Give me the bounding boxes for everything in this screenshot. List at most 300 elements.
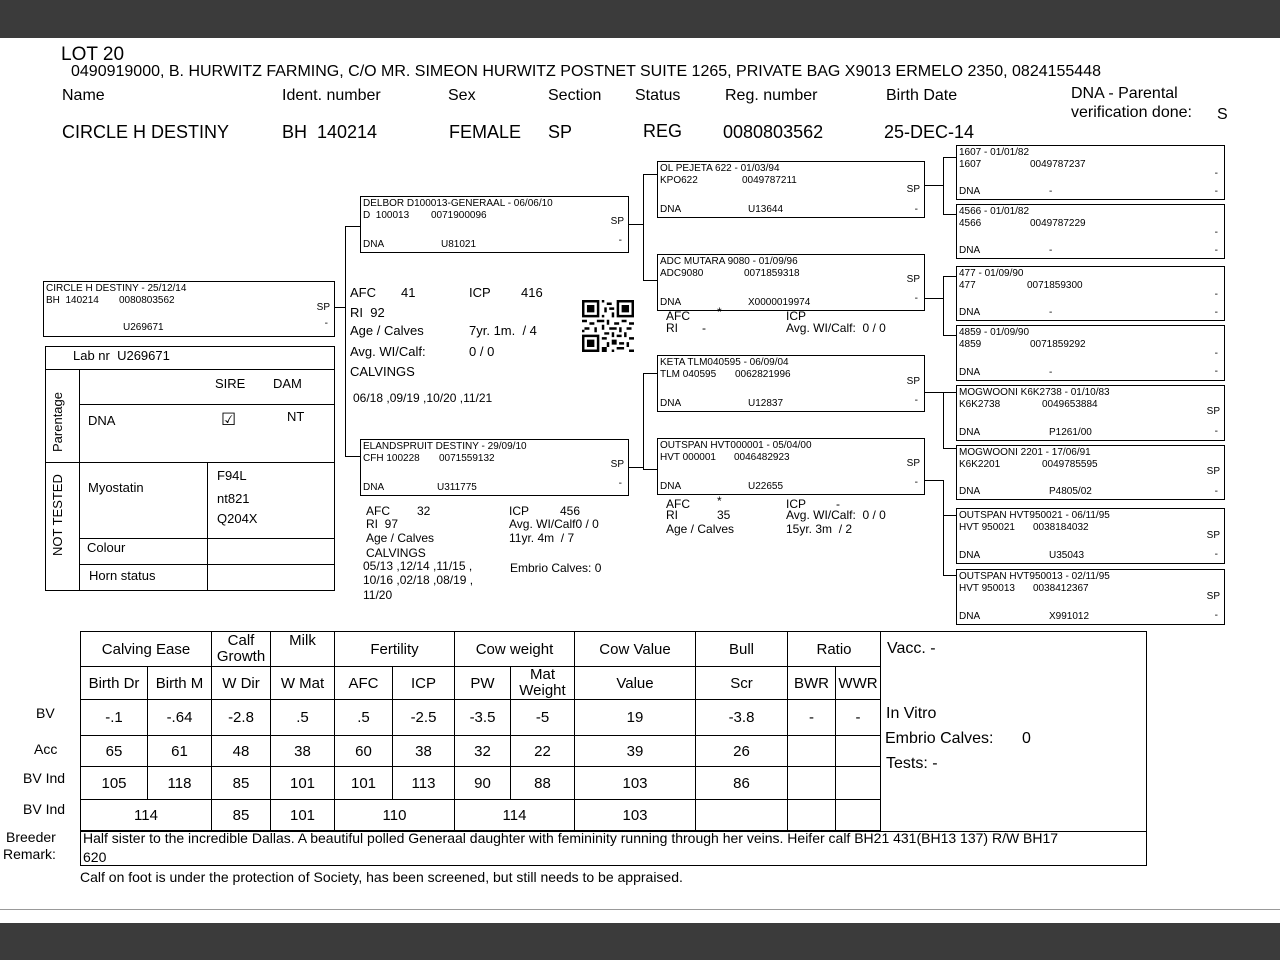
myostatin-label: Myostatin <box>88 480 144 495</box>
ggp-title: 4566 - 01/01/82 <box>959 206 1030 217</box>
ggp-dna: X991012 <box>1049 611 1090 622</box>
great-grandparent-box <box>956 508 1225 564</box>
pedigree-line <box>943 157 956 158</box>
dam-section: SP <box>610 459 624 470</box>
gp-section: SP <box>906 376 920 387</box>
gp-id: ADC9080 <box>660 268 704 279</box>
gp-section: SP <box>906 458 920 469</box>
ggp-dash: - <box>1214 610 1218 621</box>
gp-reg: 0071859318 <box>744 268 800 279</box>
group-header: Fertility <box>335 632 455 667</box>
ggp-dash: - <box>1214 426 1218 437</box>
dam-calvings-label: CALVINGS <box>366 546 426 560</box>
ggp-dash: - <box>1214 245 1218 256</box>
bv-cell: .5 <box>271 700 335 736</box>
animal-section: SP <box>548 122 573 142</box>
gp-reg: 0046482923 <box>734 452 790 463</box>
gp-sire-ri-label: RI <box>666 321 678 335</box>
lab-dna-label: DNA <box>88 413 116 428</box>
sire-box <box>360 196 629 253</box>
gp-title: OL PEJETA 622 - 01/03/94 <box>660 163 780 174</box>
ggp-reg: 0071859292 <box>1030 339 1086 350</box>
great-grandparent-box <box>956 445 1225 500</box>
self-id: BH 140214 <box>46 295 99 306</box>
bvind2-cell: 110 <box>335 800 455 831</box>
ggp-title: 1607 - 01/01/82 <box>959 147 1030 158</box>
gp-dna: U12837 <box>748 398 784 409</box>
acc-cell <box>788 736 836 767</box>
header-sex: Sex <box>448 87 476 104</box>
bvind-cell: 105 <box>81 767 148 800</box>
lab-dam-label: DAM <box>273 376 302 391</box>
group-header: Cow Value <box>575 632 696 667</box>
animal-status: REG <box>643 121 683 141</box>
ggp-dna-label: DNA <box>959 427 981 438</box>
gp-sire-icp-label: ICP <box>786 309 807 323</box>
lab-nt: NT <box>287 409 305 424</box>
bvind-cell <box>836 767 881 800</box>
gp-dam-icp-label: ICP <box>786 497 807 511</box>
group-header: Calf Growth <box>212 632 271 667</box>
ggp-reg: 0049787237 <box>1030 159 1086 170</box>
lab-divider <box>207 463 208 591</box>
ggp-id: K6K2738 <box>959 399 1001 410</box>
lab-divider <box>79 538 335 539</box>
self-dna: U269671 <box>123 322 164 333</box>
animal-name: CIRCLE H DESTINY <box>62 122 230 142</box>
bvind2-cell: 114 <box>81 800 212 831</box>
gp-dam-afc-label: AFC <box>666 497 690 511</box>
bvind2-cell: 103 <box>575 800 696 831</box>
header-ident: Ident. number <box>282 87 381 104</box>
dam-calvings-1: 05/13 ,12/14 ,11/15 , <box>363 559 473 573</box>
ggp-dna: P4805/02 <box>1049 486 1092 497</box>
col-header: ICP <box>393 667 455 700</box>
self-age-label: Age / Calves <box>350 323 424 338</box>
great-grandparent-box <box>956 325 1225 381</box>
self-ri: RI 92 <box>350 305 385 320</box>
dam-afc: 32 <box>417 504 431 518</box>
dam-calvings-3: 11/20 <box>363 588 393 602</box>
gp-sire-wi: Avg. WI/Calf: 0 / 0 <box>786 321 886 335</box>
ggp-dash: - <box>1214 227 1218 238</box>
ggp-dna-label: DNA <box>959 186 981 197</box>
self-section: SP <box>316 302 330 313</box>
ggp-reg: 0038412367 <box>1033 583 1089 594</box>
great-grandparent-box <box>956 145 1225 200</box>
bvind-cell: 113 <box>393 767 455 800</box>
pedigree-line <box>943 335 956 336</box>
ggp-id: 4859 <box>959 339 982 350</box>
footer-note: Calf on foot is under the protection of Society, has been screened, but still needs to be appraised. <box>80 869 683 885</box>
dam-dash: - <box>618 478 622 489</box>
sire-section: SP <box>610 216 624 227</box>
header-section: Section <box>548 87 602 104</box>
pedigree-line <box>925 298 943 299</box>
bvind-cell: 101 <box>335 767 393 800</box>
ggp-section: SP <box>1206 466 1220 477</box>
self-wi-label: Avg. WI/Calf: <box>350 344 426 359</box>
header-status: Status <box>635 87 681 104</box>
bvind-cell: 90 <box>455 767 511 800</box>
ggp-id: 477 <box>959 280 976 291</box>
bvind-cell: 86 <box>696 767 788 800</box>
self-reg: 0080803562 <box>119 295 175 306</box>
group-header: Bull <box>696 632 788 667</box>
ggp-dash: - <box>1214 186 1218 197</box>
gp-dna: U13644 <box>748 204 784 215</box>
ggp-dna: P1261/00 <box>1049 427 1092 438</box>
self-icp: 416 <box>521 285 543 300</box>
animal-sex: FEMALE <box>449 122 522 142</box>
sire-dna: U81021 <box>441 239 477 250</box>
pedigree-line <box>643 373 657 374</box>
ggp-reg: 0071859300 <box>1027 280 1083 291</box>
bv-cell: - <box>836 700 881 736</box>
pedigree-line <box>943 276 944 335</box>
gp-title: OUTSPAN HVT000001 - 05/04/00 <box>660 440 812 451</box>
gp-dam-ri: 35 <box>717 508 731 522</box>
invitro-label: In Vitro <box>886 705 937 722</box>
gp-dam-age: 15yr. 3m / 2 <box>786 522 853 536</box>
pedigree-line <box>943 515 956 516</box>
qr-code <box>582 300 634 352</box>
gp-reg: 0062821996 <box>735 369 791 380</box>
ggp-id: HVT 950013 <box>959 583 1015 594</box>
bv-cell: - <box>788 700 836 736</box>
pedigree-line <box>345 226 360 227</box>
bvind-cell <box>788 767 836 800</box>
pedigree-line <box>943 157 944 214</box>
remark-label: Breeder <box>6 829 56 845</box>
gp-dam-age-label: Age / Calves <box>666 522 735 536</box>
col-header: W Dir <box>212 667 271 700</box>
ggp-dash: - <box>1214 307 1218 318</box>
sire-dash: - <box>618 235 622 246</box>
bvind-cell: 101 <box>271 767 335 800</box>
animal-ident: BH 140214 <box>282 122 378 142</box>
bvind2-cell <box>788 800 836 831</box>
pedigree-line <box>629 467 643 468</box>
ggp-dna-label: DNA <box>959 486 981 497</box>
gp-dash: - <box>914 204 918 215</box>
ggp-reg: 0049653884 <box>1042 399 1098 410</box>
group-header: Cow weight <box>455 632 575 667</box>
bv-cell: 19 <box>575 700 696 736</box>
embrio-label: Embrio Calves: <box>885 730 994 747</box>
header-dna-1: DNA - Parental <box>1071 85 1178 102</box>
row-label-acc: Acc <box>34 741 58 757</box>
col-header: Birth M <box>148 667 212 700</box>
acc-cell: 26 <box>696 736 788 767</box>
col-header: Value <box>575 667 696 700</box>
header-birth: Birth Date <box>886 87 958 104</box>
row-label-bvind: BV Ind <box>23 801 66 817</box>
bv-cell: -2.5 <box>393 700 455 736</box>
vacc-label: Vacc. - <box>887 640 936 657</box>
sire-title: DELBOR D100013-GENERAAL - 06/06/10 <box>363 198 553 209</box>
ggp-reg: 0049787229 <box>1030 218 1086 229</box>
checkbox-icon: ☑ <box>221 410 237 430</box>
ggp-dna: U35043 <box>1049 550 1085 561</box>
gp-dam-afc: * <box>717 494 722 508</box>
dam-id: CFH 100228 <box>363 453 420 464</box>
gp-title: KETA TLM040595 - 06/09/04 <box>660 357 789 368</box>
great-grandparent-box <box>956 385 1225 441</box>
self-wi: 0 / 0 <box>469 344 495 359</box>
gp-id: KPO622 <box>660 175 698 186</box>
ggp-title: 477 - 01/09/90 <box>959 268 1024 279</box>
gp-dna-label: DNA <box>660 398 682 409</box>
grandparent-box <box>657 161 925 218</box>
sire-id: D 100013 <box>363 210 410 221</box>
gp-title: ADC MUTARA 9080 - 01/09/96 <box>660 256 798 267</box>
ggp-dna-label: DNA <box>959 307 981 318</box>
parentage-label: Parentage <box>50 392 65 452</box>
not-tested-label: NOT TESTED <box>50 474 65 556</box>
self-icp-label: ICP <box>469 285 491 300</box>
row-label-bvind: BV Ind <box>23 770 66 786</box>
bv-cell: .5 <box>335 700 393 736</box>
gp-reg: 0049787211 <box>742 175 797 186</box>
bv-cell: -2.8 <box>212 700 271 736</box>
remark-label: Remark: <box>3 846 56 862</box>
lab-divider <box>45 369 335 370</box>
self-pedigree-box <box>43 281 335 337</box>
great-grandparent-box <box>956 204 1225 259</box>
animal-reg: 0080803562 <box>723 122 824 142</box>
ggp-dna: - <box>1049 367 1053 378</box>
gp-dash: - <box>914 293 918 304</box>
self-title: CIRCLE H DESTINY - 25/12/14 <box>46 283 187 294</box>
bvind2-cell <box>836 800 881 831</box>
bvind-cell: 88 <box>511 767 575 800</box>
ggp-dna: - <box>1049 245 1053 256</box>
pedigree-line <box>345 226 346 456</box>
acc-cell: 48 <box>212 736 271 767</box>
pedigree-line <box>629 224 643 225</box>
owner-line: 0490919000, B. HURWITZ FARMING, C/O MR. SIMEON HURWITZ POSTNET SUITE 1265, PRIVATE BAG X9013 ERMELO 2350, 0824155448 <box>71 63 1101 80</box>
ggp-id: K6K2201 <box>959 459 1001 470</box>
lab-divider <box>79 404 335 405</box>
gp-dam-wi: Avg. WI/Calf: 0 / 0 <box>786 508 886 522</box>
bvind-cell: 85 <box>212 767 271 800</box>
gp-section: SP <box>906 274 920 285</box>
pedigree-line <box>943 392 944 448</box>
ggp-id: HVT 950021 <box>959 522 1015 533</box>
ggp-dna-label: DNA <box>959 367 981 378</box>
pedigree-line <box>335 307 345 308</box>
ggp-section: SP <box>1206 530 1220 541</box>
ggp-dash: - <box>1214 348 1218 359</box>
ggp-dash: - <box>1214 549 1218 560</box>
pedigree-line <box>943 214 956 215</box>
ggp-dna: - <box>1049 307 1053 318</box>
bvind2-cell <box>696 800 788 831</box>
dam-embrio: Embrio Calves: 0 <box>510 561 602 575</box>
group-header: Milk <box>271 632 335 667</box>
gp-dna: U22655 <box>748 481 784 492</box>
dam-age-label: Age / Calves <box>366 531 435 545</box>
col-header: Scr <box>696 667 788 700</box>
great-grandparent-box <box>956 569 1225 625</box>
row-label-bv: BV <box>36 705 55 721</box>
bvind2-cell: 85 <box>212 800 271 831</box>
ggp-id: 4566 <box>959 218 982 229</box>
lab-number: Lab nr U269671 <box>73 348 170 363</box>
self-afc-label: AFC <box>350 285 376 300</box>
header-dna-2: verification done: <box>1071 104 1192 121</box>
top-bar <box>0 0 1280 38</box>
bottom-bar <box>0 923 1280 960</box>
col-header: Birth Dr <box>81 667 148 700</box>
pedigree-line <box>925 392 943 393</box>
col-header: Mat Weight <box>511 667 575 700</box>
dam-icp-label: ICP <box>509 504 530 518</box>
myostatin-1: F94L <box>217 468 247 483</box>
pedigree-line <box>643 174 644 280</box>
dam-dna: U311775 <box>437 482 477 493</box>
myostatin-3: Q204X <box>217 511 258 526</box>
gp-dam-icp: - <box>836 497 840 511</box>
bv-cell: -.64 <box>148 700 212 736</box>
gp-id: TLM 040595 <box>660 369 717 380</box>
lab-divider <box>45 462 335 463</box>
acc-cell: 65 <box>81 736 148 767</box>
grandparent-box <box>657 254 925 311</box>
breeding-value-table <box>80 631 881 831</box>
acc-cell: 38 <box>393 736 455 767</box>
bv-cell: -5 <box>511 700 575 736</box>
header-reg: Reg. number <box>725 87 818 104</box>
group-header: Calving Ease <box>81 632 212 667</box>
ggp-reg: 0038184032 <box>1033 522 1089 533</box>
pedigree-line <box>925 480 943 481</box>
gp-sire-afc: * <box>717 305 722 319</box>
gp-dash: - <box>914 477 918 488</box>
sire-reg: 0071900096 <box>431 210 487 221</box>
gp-dam-ri-label: RI <box>666 508 678 522</box>
embrio-value: 0 <box>1022 730 1031 747</box>
tests-label: Tests: - <box>886 755 938 772</box>
dam-afc-label: AFC <box>366 504 390 518</box>
remark-text: Half sister to the incredible Dallas. A beautiful polled Generaal daughter with femininity running through her veins. Heifer calf BH21 431(BH13 137) R/W BH17 <box>83 830 1059 846</box>
ggp-id: 1607 <box>959 159 982 170</box>
col-header: WWR <box>836 667 881 700</box>
gp-dna-label: DNA <box>660 204 682 215</box>
col-header: BWR <box>788 667 836 700</box>
dam-age: 11yr. 4m / 7 <box>509 531 575 545</box>
pedigree-line <box>643 469 657 470</box>
pedigree-line <box>345 456 360 457</box>
myostatin-2: nt821 <box>217 491 250 506</box>
ggp-dash: - <box>1214 366 1218 377</box>
ggp-dna: - <box>1049 186 1053 197</box>
self-dash: - <box>324 318 328 329</box>
gp-sire-ri: - <box>702 321 706 335</box>
lot-number: LOT 20 <box>61 44 125 65</box>
ggp-title: MOGWOONI K6K2738 - 01/10/83 <box>959 387 1110 398</box>
acc-cell: 61 <box>148 736 212 767</box>
dam-wi: Avg. WI/Calf0 / 0 <box>509 517 599 531</box>
ggp-title: MOGWOONI 2201 - 17/06/91 <box>959 447 1091 458</box>
bvind2-cell: 114 <box>455 800 575 831</box>
ggp-title: 4859 - 01/09/90 <box>959 327 1030 338</box>
dam-ri: RI 97 <box>366 517 399 531</box>
dam-reg: 0071559132 <box>439 453 495 464</box>
bvind-cell: 103 <box>575 767 696 800</box>
ggp-section: SP <box>1206 406 1220 417</box>
acc-cell <box>836 736 881 767</box>
gp-id: HVT 000001 <box>660 452 716 463</box>
gp-dna: X0000019974 <box>748 297 811 308</box>
dna-verified: S <box>1217 106 1228 123</box>
col-header: AFC <box>335 667 393 700</box>
bvind-cell: 118 <box>148 767 212 800</box>
dam-calvings-2: 10/16 ,02/18 ,08/19 , <box>363 573 474 587</box>
ggp-title: OUTSPAN HVT950013 - 02/11/95 <box>959 571 1110 582</box>
pedigree-line <box>943 575 956 576</box>
col-header: PW <box>455 667 511 700</box>
pedigree-line <box>643 174 657 175</box>
pedigree-line <box>643 280 657 281</box>
dam-icp: 456 <box>560 504 581 518</box>
col-header: W Mat <box>271 667 335 700</box>
ggp-dna-label: DNA <box>959 245 981 256</box>
horn-label: Horn status <box>89 568 156 583</box>
remark-text: 620 <box>83 849 107 865</box>
pedigree-line <box>943 480 944 575</box>
great-grandparent-box <box>956 266 1225 321</box>
ggp-dash: - <box>1214 289 1218 300</box>
self-afc: 41 <box>401 285 416 300</box>
acc-cell: 38 <box>271 736 335 767</box>
acc-cell: 22 <box>511 736 575 767</box>
ggp-reg: 0049785595 <box>1042 459 1098 470</box>
acc-cell: 39 <box>575 736 696 767</box>
self-age: 7yr. 1m. / 4 <box>469 323 537 338</box>
colour-label: Colour <box>87 540 126 555</box>
dam-box <box>360 439 629 496</box>
pedigree-line <box>943 448 956 449</box>
self-calvings-label: CALVINGS <box>350 364 415 379</box>
header-name: Name <box>62 87 105 104</box>
grandparent-box <box>657 438 925 495</box>
self-calvings-list: 06/18 ,09/19 ,10/20 ,11/21 <box>353 391 493 405</box>
bvind2-cell: 101 <box>271 800 335 831</box>
lab-divider <box>79 369 80 591</box>
pedigree-line <box>643 373 644 469</box>
bv-cell: -3.8 <box>696 700 788 736</box>
lab-divider <box>79 564 335 565</box>
gp-dash: - <box>914 395 918 406</box>
ggp-title: OUTSPAN HVT950021 - 06/11/95 <box>959 510 1110 521</box>
animal-birth: 25-DEC-14 <box>884 122 975 142</box>
dam-title: ELANDSPRUIT DESTINY - 29/09/10 <box>363 441 527 452</box>
ggp-section: SP <box>1206 591 1220 602</box>
ggp-dna-label: DNA <box>959 550 981 561</box>
pedigree-line <box>943 276 956 277</box>
gp-dna-label: DNA <box>660 481 682 492</box>
grandparent-box <box>657 355 925 412</box>
acc-cell: 32 <box>455 736 511 767</box>
sire-dna-label: DNA <box>363 239 385 250</box>
acc-cell: 60 <box>335 736 393 767</box>
gp-section: SP <box>906 184 920 195</box>
lab-sire-label: SIRE <box>215 376 246 391</box>
pedigree-line <box>925 185 943 186</box>
bv-cell: -3.5 <box>455 700 511 736</box>
